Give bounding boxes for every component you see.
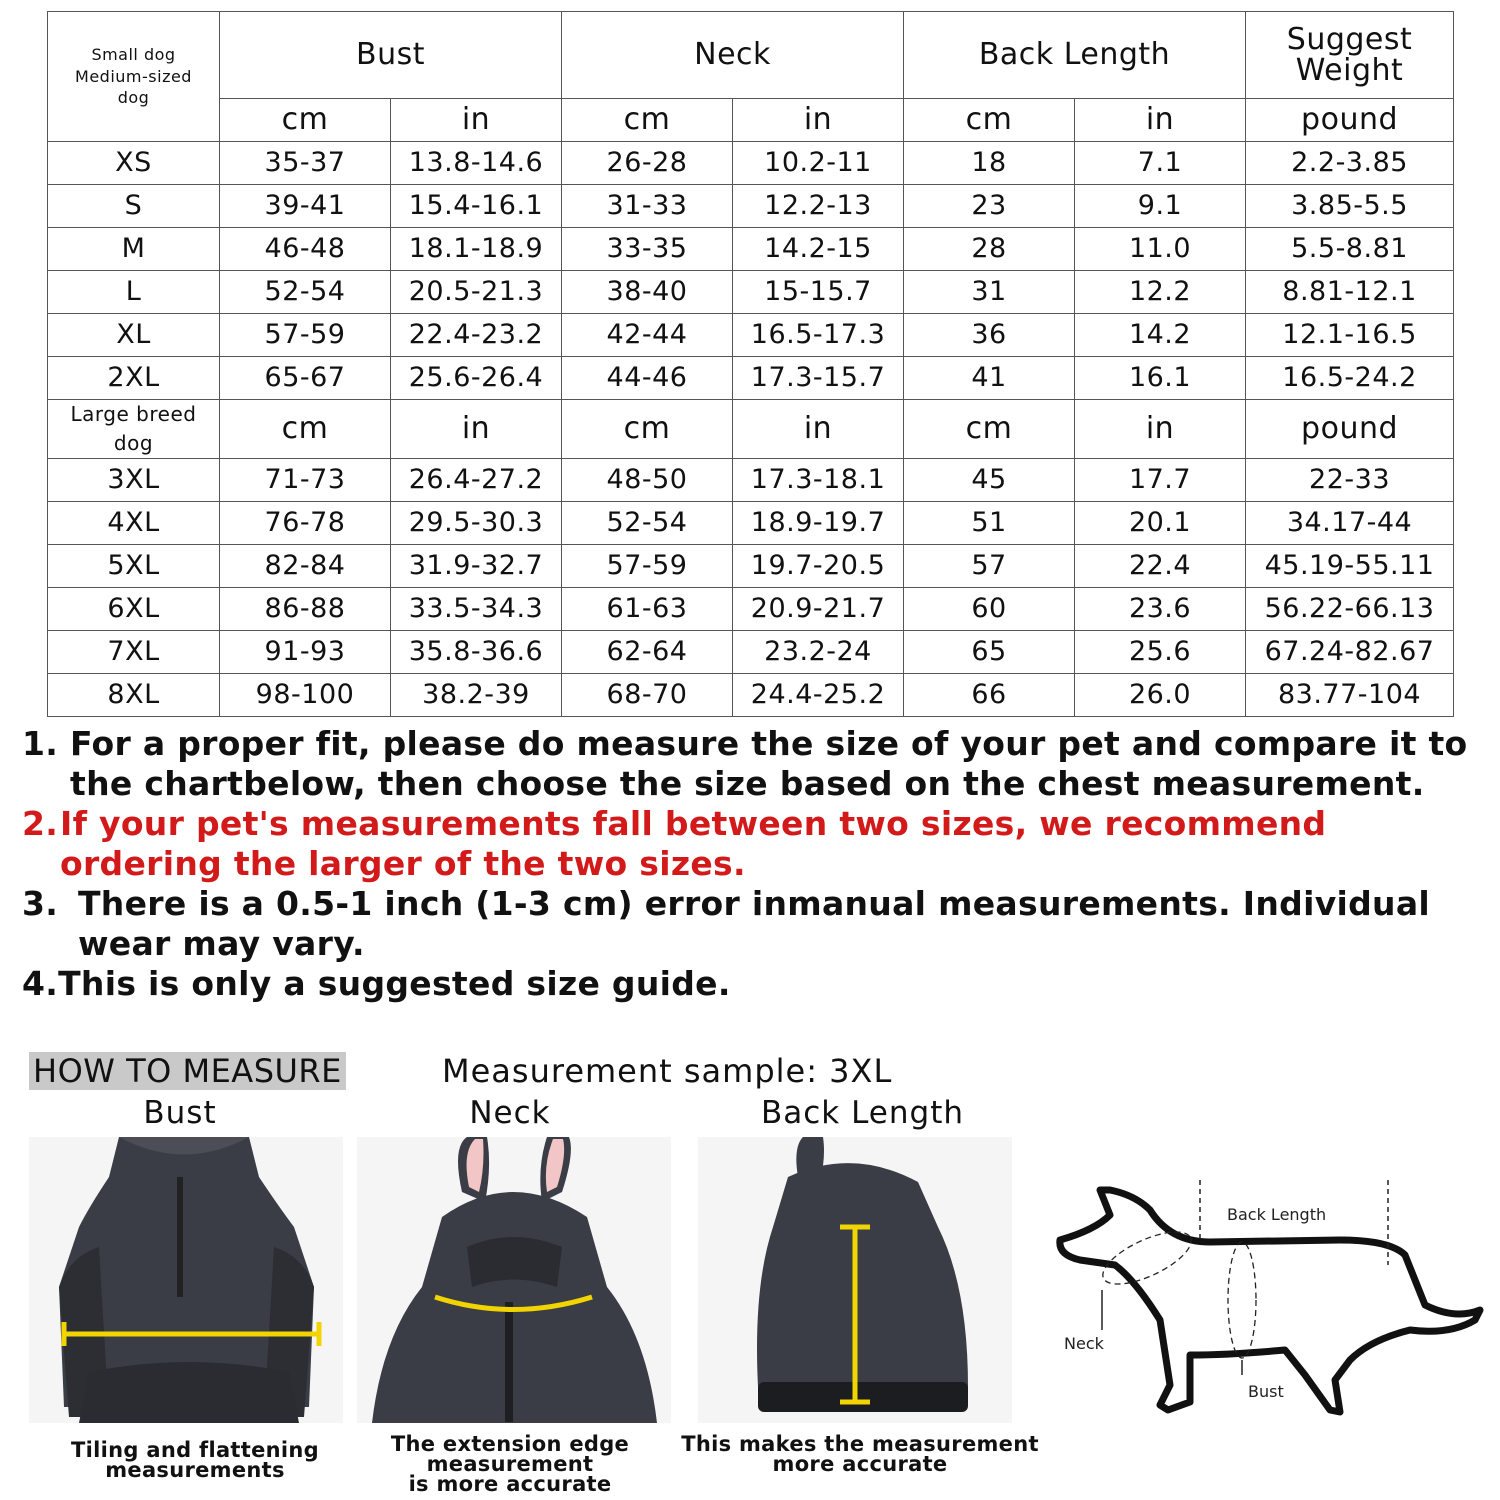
value-cell: 20.5-21.3: [391, 271, 562, 314]
note-number: 2.: [22, 804, 59, 843]
note-4: [22, 964, 1494, 1004]
value-cell: 60: [904, 588, 1075, 631]
large-breed-header-row: [48, 400, 1454, 459]
diagram-bust-label: Bust: [1248, 1382, 1284, 1401]
unit-header: in: [733, 400, 904, 459]
size-cell: 4XL: [48, 502, 220, 545]
value-cell: 9.1: [1075, 185, 1246, 228]
unit-header: cm: [220, 99, 391, 142]
table-row: [48, 674, 1454, 717]
table-row: [48, 228, 1454, 271]
value-cell: 15-15.7: [733, 271, 904, 314]
note-text: For a proper fit, please do measure the size of your pet and compare it to the chartbelow, then choose the size based on the chest measurement.: [70, 724, 1468, 803]
value-cell: 36: [904, 314, 1075, 357]
size-cell: M: [48, 228, 220, 271]
table-row: [48, 142, 1454, 185]
value-cell: 83.77-104: [1246, 674, 1454, 717]
note-text: This is only a suggested size guide.: [58, 964, 731, 1003]
value-cell: 15.4-16.1: [391, 185, 562, 228]
suggest-weight-label: Weight: [1295, 53, 1404, 88]
value-cell: 25.6-26.4: [391, 357, 562, 400]
value-cell: 23.6: [1075, 588, 1246, 631]
value-cell: 20.9-21.7: [733, 588, 904, 631]
value-cell: 65-67: [220, 357, 391, 400]
value-cell: 25.6: [1075, 631, 1246, 674]
value-cell: 91-93: [220, 631, 391, 674]
note-number: 3.: [22, 884, 59, 923]
diagram-back-length-label: Back Length: [1227, 1205, 1327, 1224]
measure-group-header: Back Length: [904, 12, 1246, 99]
neck-caption-line: The extension edge: [390, 1432, 630, 1456]
note-1: [22, 724, 1494, 804]
value-cell: 76-78: [220, 502, 391, 545]
dog-measure-diagram: [1050, 1170, 1490, 1430]
value-cell: 62-64: [562, 631, 733, 674]
neck-caption: [375, 1434, 645, 1494]
measure-group-header: Bust: [220, 12, 562, 99]
value-cell: 33-35: [562, 228, 733, 271]
table-unit-row: [48, 99, 1454, 142]
unit-header: pound: [1246, 99, 1454, 142]
value-cell: 46-48: [220, 228, 391, 271]
value-cell: 26.0: [1075, 674, 1246, 717]
value-cell: 42-44: [562, 314, 733, 357]
value-cell: 35-37: [220, 142, 391, 185]
large-breed-label: dog: [113, 431, 154, 455]
value-cell: 34.17-44: [1246, 502, 1454, 545]
value-cell: 35.8-36.6: [391, 631, 562, 674]
measurement-sample: Measurement sample: 3XL: [442, 1052, 893, 1090]
bust-measure-ellipse: [1228, 1242, 1256, 1358]
bust-panel-label: Bust: [143, 1095, 217, 1131]
note-text: If your pet's measurements fall between two sizes, we recommend ordering the larger of the two sizes.: [60, 804, 1327, 883]
value-cell: 57-59: [562, 545, 733, 588]
table-row: [48, 631, 1454, 674]
table-row: [48, 588, 1454, 631]
value-cell: 17.7: [1075, 459, 1246, 502]
value-cell: 57-59: [220, 314, 391, 357]
bust-caption-line: Tiling and flattening: [71, 1438, 319, 1462]
suggest-weight-header: [1246, 12, 1454, 99]
value-cell: 45: [904, 459, 1075, 502]
table-header-row: [48, 12, 1454, 99]
value-cell: 17.3-18.1: [733, 459, 904, 502]
value-cell: 38-40: [562, 271, 733, 314]
value-cell: 12.1-16.5: [1246, 314, 1454, 357]
how-to-measure-title: HOW TO MEASURE: [29, 1052, 346, 1090]
notes-list: [22, 724, 1494, 1004]
value-cell: 29.5-30.3: [391, 502, 562, 545]
unit-header: in: [391, 99, 562, 142]
unit-header: cm: [904, 400, 1075, 459]
value-cell: 18.9-19.7: [733, 502, 904, 545]
unit-header: cm: [220, 400, 391, 459]
value-cell: 65: [904, 631, 1075, 674]
table-row: [48, 545, 1454, 588]
value-cell: 26.4-27.2: [391, 459, 562, 502]
size-cell: 6XL: [48, 588, 220, 631]
value-cell: 67.24-82.67: [1246, 631, 1454, 674]
value-cell: 17.3-15.7: [733, 357, 904, 400]
value-cell: 56.22-66.13: [1246, 588, 1454, 631]
size-cell: S: [48, 185, 220, 228]
value-cell: 5.5-8.81: [1246, 228, 1454, 271]
value-cell: 2.2-3.85: [1246, 142, 1454, 185]
note-3: [22, 884, 1494, 964]
neck-caption-line: measurement: [426, 1452, 594, 1476]
unit-header: in: [391, 400, 562, 459]
value-cell: 3.85-5.5: [1246, 185, 1454, 228]
back-length-caption-line: more accurate: [772, 1452, 948, 1476]
unit-header: cm: [904, 99, 1075, 142]
value-cell: 38.2-39: [391, 674, 562, 717]
large-breed-header: [48, 400, 220, 459]
value-cell: 19.7-20.5: [733, 545, 904, 588]
value-cell: 52-54: [220, 271, 391, 314]
value-cell: 23: [904, 185, 1075, 228]
bust-caption-line: measurements: [105, 1458, 285, 1482]
value-cell: 31.9-32.7: [391, 545, 562, 588]
table-row: [48, 271, 1454, 314]
size-chart-table: [47, 11, 1454, 717]
value-cell: 31-33: [562, 185, 733, 228]
unit-header: cm: [562, 400, 733, 459]
value-cell: 16.5-24.2: [1246, 357, 1454, 400]
value-cell: 16.5-17.3: [733, 314, 904, 357]
bust-measure-photo: [29, 1137, 343, 1423]
value-cell: 48-50: [562, 459, 733, 502]
value-cell: 66: [904, 674, 1075, 717]
value-cell: 52-54: [562, 502, 733, 545]
value-cell: 82-84: [220, 545, 391, 588]
size-category-header: [48, 12, 220, 142]
value-cell: 41: [904, 357, 1075, 400]
value-cell: 14.2-15: [733, 228, 904, 271]
large-breed-label: Large breed: [70, 402, 197, 426]
size-category-label: dog: [117, 88, 150, 108]
size-category-label: Small dog: [91, 45, 176, 65]
value-cell: 12.2: [1075, 271, 1246, 314]
back-length-panel-label: Back Length: [760, 1095, 965, 1131]
table-row: [48, 502, 1454, 545]
value-cell: 8.81-12.1: [1246, 271, 1454, 314]
value-cell: 45.19-55.11: [1246, 545, 1454, 588]
value-cell: 18: [904, 142, 1075, 185]
value-cell: 23.2-24: [733, 631, 904, 674]
suggest-weight-label: Suggest: [1286, 21, 1413, 57]
table-row: [48, 185, 1454, 228]
unit-header: in: [733, 99, 904, 142]
size-cell: 3XL: [48, 459, 220, 502]
table-row: [48, 357, 1454, 400]
note-number: 4.: [22, 964, 59, 1003]
value-cell: 22-33: [1246, 459, 1454, 502]
bust-caption: [60, 1440, 330, 1480]
size-cell: XL: [48, 314, 220, 357]
value-cell: 51: [904, 502, 1075, 545]
value-cell: 98-100: [220, 674, 391, 717]
value-cell: 11.0: [1075, 228, 1246, 271]
size-cell: 5XL: [48, 545, 220, 588]
size-cell: XS: [48, 142, 220, 185]
note-number: 1.: [22, 724, 59, 763]
table-row: [48, 314, 1454, 357]
neck-measure-photo: [357, 1137, 671, 1423]
value-cell: 44-46: [562, 357, 733, 400]
value-cell: 39-41: [220, 185, 391, 228]
value-cell: 14.2: [1075, 314, 1246, 357]
value-cell: 33.5-34.3: [391, 588, 562, 631]
neck-panel-label: Neck: [469, 1095, 551, 1131]
unit-header: cm: [562, 99, 733, 142]
value-cell: 31: [904, 271, 1075, 314]
value-cell: 26-28: [562, 142, 733, 185]
value-cell: 16.1: [1075, 357, 1246, 400]
value-cell: 86-88: [220, 588, 391, 631]
size-cell: 8XL: [48, 674, 220, 717]
size-category-label: Medium-sized: [75, 66, 192, 86]
value-cell: 7.1: [1075, 142, 1246, 185]
diagram-neck-label: Neck: [1064, 1334, 1104, 1353]
value-cell: 57: [904, 545, 1075, 588]
value-cell: 22.4: [1075, 545, 1246, 588]
value-cell: 18.1-18.9: [391, 228, 562, 271]
value-cell: 10.2-11: [733, 142, 904, 185]
neck-measure-ellipse: [1096, 1221, 1198, 1294]
value-cell: 61-63: [562, 588, 733, 631]
value-cell: 20.1: [1075, 502, 1246, 545]
table-row: [48, 459, 1454, 502]
size-cell: 7XL: [48, 631, 220, 674]
value-cell: 12.2-13: [733, 185, 904, 228]
note-text: There is a 0.5-1 inch (1-3 cm) error inmanual measurements. Individual wear may vary.: [78, 884, 1431, 963]
note-2: [22, 804, 1494, 884]
unit-header: in: [1075, 400, 1246, 459]
value-cell: 28: [904, 228, 1075, 271]
value-cell: 13.8-14.6: [391, 142, 562, 185]
size-cell: L: [48, 271, 220, 314]
measure-group-header: Neck: [562, 12, 904, 99]
size-cell: 2XL: [48, 357, 220, 400]
unit-header: pound: [1246, 400, 1454, 459]
value-cell: 24.4-25.2: [733, 674, 904, 717]
value-cell: 68-70: [562, 674, 733, 717]
unit-header: in: [1075, 99, 1246, 142]
back-length-measure-photo: [698, 1137, 1012, 1423]
back-length-caption: [680, 1434, 1040, 1474]
value-cell: 71-73: [220, 459, 391, 502]
value-cell: 22.4-23.2: [391, 314, 562, 357]
neck-caption-line: is more accurate: [408, 1472, 612, 1496]
back-length-caption-line: This makes the measurement: [681, 1432, 1039, 1456]
